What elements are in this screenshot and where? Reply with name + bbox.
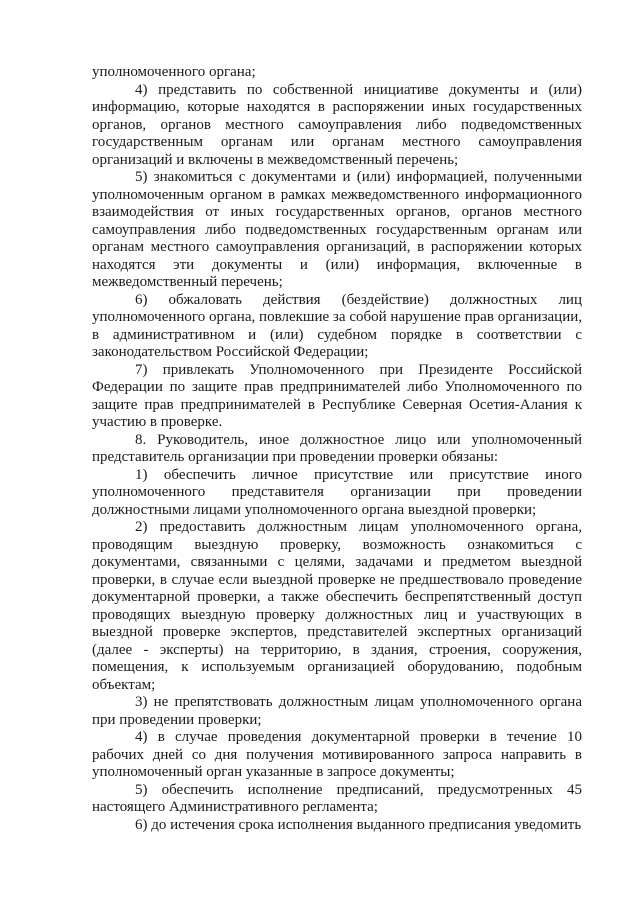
paragraph-item-7: 7) привлекать Уполномоченного при Президенте Российской Федерации по защите прав предпринимателей либо Уполномоченного по защите прав предпринимателей в Республике Северная Осетия-Алания к участию в проверке. [92,361,582,430]
paragraph-continuation: уполномоченного органа; [92,64,256,80]
document-body [92,64,582,834]
paragraph-item-5: 5) знакомиться с документами и (или) информацией, полученными уполномоченным органом в рамках межведомственного информационного взаимодействия от иных государственных органов, органов местного самоуправления либо подведомственных государственным органам или органам местного самоуправления организаций, в распоряжении которых находятся эти документы и (или) информация, включенные в межведомственный перечень; [92,169,582,290]
paragraph-obligation-2: 2) предоставить должностным лицам уполномоченного органа, проводящим выездную проверку, возможность ознакомиться с документами, связанными с целями, задачами и предметом выездной проверки, в случае если выездной проверке не предшествовало проведение документарной проверки, а также обеспечить беспрепятственный доступ проводящих выездную проверку должностных лиц и участвующих в выездной проверке экспертов, представителей экспертных организаций (далее - эксперты) на территорию, в здания, строения, сооружения, помещения, к используемым организацией оборудованию, подобным объектам; [92,519,582,693]
paragraph-item-4: 4) представить по собственной инициативе документы и (или) информацию, которые находятся в распоряжении иных государственных органов, органов местного самоуправления либо подведомственных государственным органам или органам местного самоуправления организаций и включены в межведомственный перечень; [92,81,582,168]
paragraph-obligation-1: 1) обеспечить личное присутствие или присутствие иного уполномоченного представителя организации при проведении должностными лицами уполномоченного органа выездной проверки; [92,466,582,518]
paragraph-obligation-3: 3) не препятствовать должностным лицам уполномоченного органа при проведении проверки; [92,694,582,728]
paragraph-section-8: 8. Руководитель, иное должностное лицо или уполномоченный представитель организации при проведении проверки обязаны: [92,431,582,465]
paragraph-obligation-4: 4) в случае проведения документарной проверки в течение 10 рабочих дней со дня получения мотивированного запроса направить в уполномоченный орган указанные в запросе документы; [92,729,582,780]
paragraph-obligation-5: 5) обеспечить исполнение предписаний, предусмотренных 45 настоящего Административного регламента; [92,781,582,815]
paragraph-item-6: 6) обжаловать действия (бездействие) должностных лиц уполномоченного органа, повлекшие за собой нарушение прав организации, в административном и (или) судебном порядке в соответствии с законодательством Российской Федерации; [92,291,582,360]
paragraph-obligation-6: 6) до истечения срока исполнения выданного предписания уведомить [135,816,582,833]
